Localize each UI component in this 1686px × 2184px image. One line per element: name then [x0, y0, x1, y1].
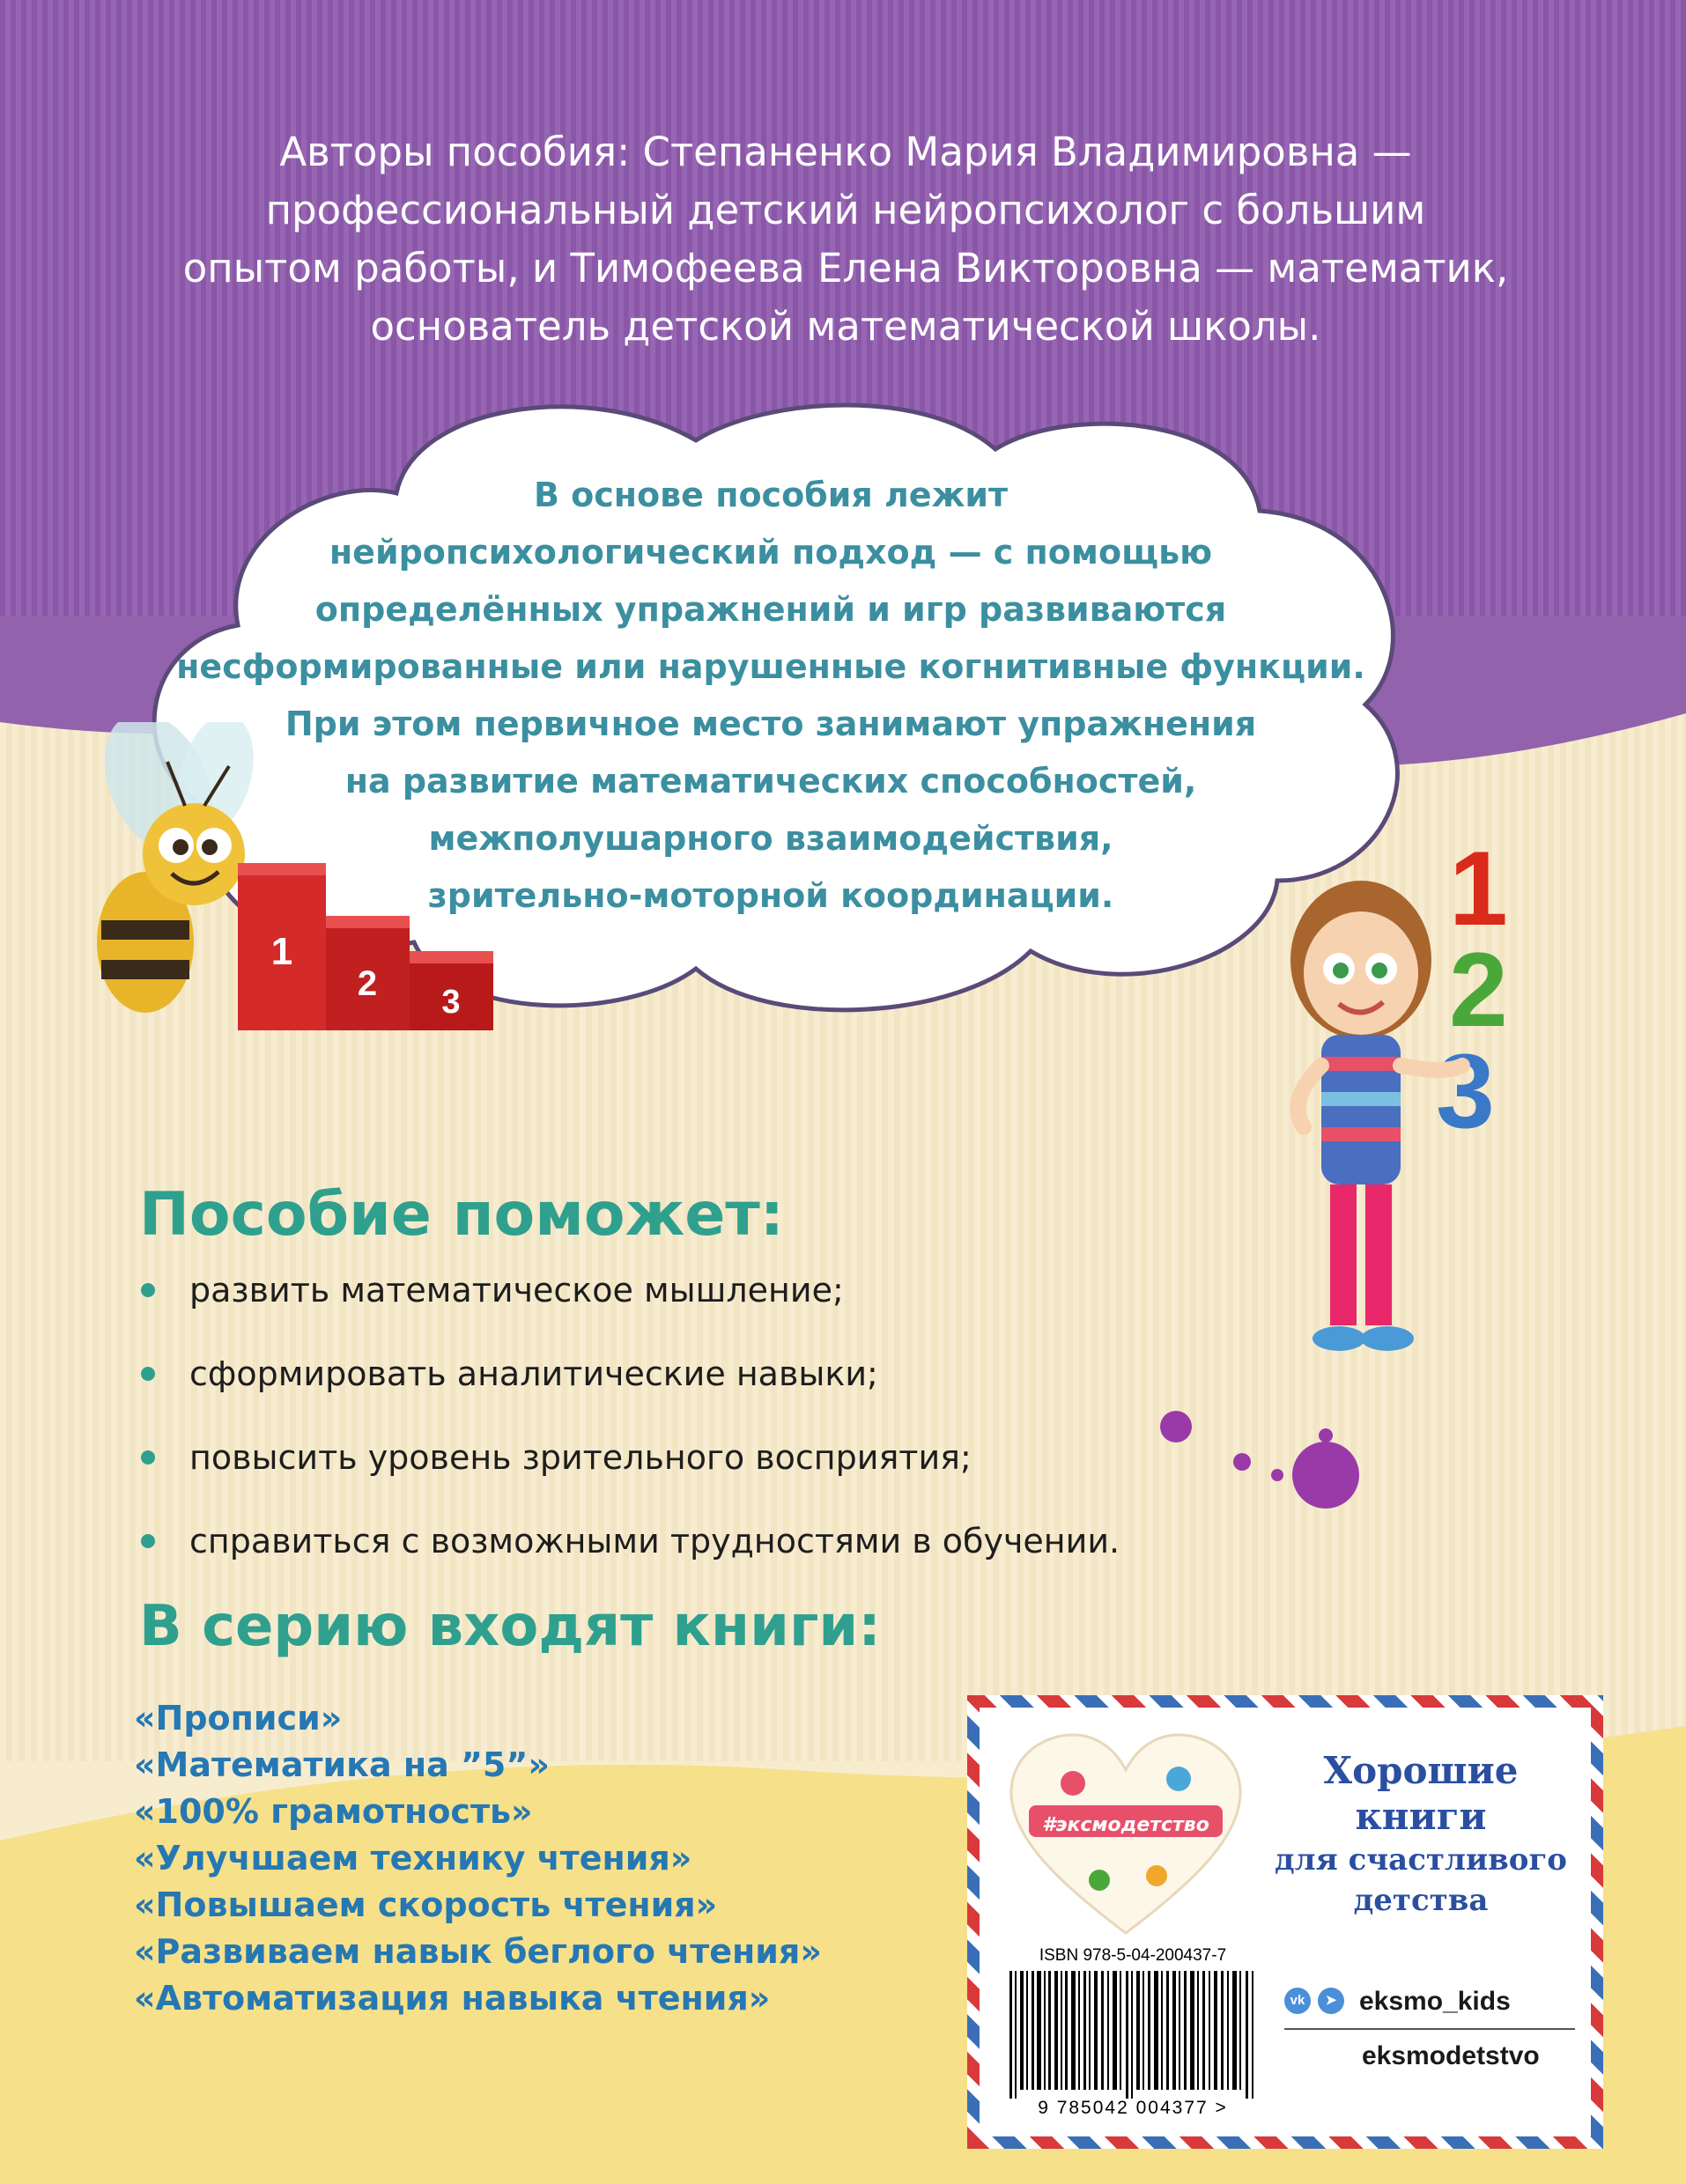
- series-heading: В серию входят книги:: [139, 1594, 881, 1659]
- list-item: [141, 1264, 1120, 1347]
- list-item: «Развиваем навык беглого чтения»: [134, 1932, 822, 1971]
- cloud-line: нейропсихологический подход — с помощью: [329, 533, 1213, 572]
- cloud-line: на развитие математических способностей,: [344, 762, 1197, 801]
- list-item: «Математика на ˮ5ˮ»: [134, 1745, 550, 1784]
- help-heading: Пособие поможет:: [139, 1180, 784, 1250]
- cloud-line: При этом первичное место занимают упражнения: [285, 705, 1257, 743]
- isbn-number: ISBN 978-5-04-200437-7: [1039, 1946, 1227, 1965]
- hashtag-label: #эксмодетство: [1042, 1814, 1209, 1836]
- authors-line: основатель детской математической школы.: [370, 303, 1321, 350]
- slogan-line: для счастливого: [1275, 1842, 1567, 1878]
- cloud-line: несформированные или нарушенные когнитивные функции.: [176, 647, 1365, 686]
- help-list: [141, 1264, 1120, 1598]
- podium-number-1: 1: [270, 930, 293, 973]
- authors-line: опытом работы, и Тимофеева Елена Викторовна — математик,: [182, 245, 1509, 291]
- series-books-list: [134, 1695, 822, 2022]
- bullet-icon: [141, 1283, 155, 1297]
- list-item: «100% грамотность»: [134, 1792, 533, 1831]
- slogan-line: Хорошие: [1323, 1749, 1519, 1792]
- authors-line: профессиональный детский нейропсихолог с большим: [265, 187, 1426, 233]
- publisher-card: [967, 1695, 1603, 2149]
- social-row-secondary[interactable]: [1284, 2030, 1575, 2083]
- cloud-line: В основе пособия лежит: [533, 476, 1009, 514]
- cloud-line: межполушарного взаимодействия,: [428, 819, 1113, 858]
- authors-line: Авторы пособия: Степаненко Мария Владимировна —: [279, 129, 1412, 175]
- list-item: «Прописи»: [134, 1699, 343, 1738]
- girl-number-2: 2: [1449, 931, 1508, 1049]
- podium-number-3: 3: [441, 984, 461, 1021]
- list-item: [141, 1431, 1120, 1515]
- barcode-icon: [1009, 1971, 1256, 2099]
- list-item: «Улучшаем технику чтения»: [134, 1839, 692, 1878]
- list-item-text: справиться с возможными трудностями в обучении.: [189, 1522, 1120, 1561]
- list-item: [141, 1515, 1120, 1598]
- podium-number-2: 2: [357, 964, 378, 1003]
- slogan-line: книги: [1355, 1795, 1487, 1838]
- authors-text: [106, 123, 1586, 356]
- decorative-dots: [1154, 1400, 1471, 1515]
- girl-illustration: [1268, 845, 1577, 1391]
- list-item-text: повысить уровень зрительного восприятия;: [189, 1438, 972, 1477]
- list-item-text: развить математическое мышление;: [189, 1271, 844, 1310]
- list-item: [141, 1347, 1120, 1431]
- heart-icon: [1002, 1730, 1249, 1942]
- ean-number: 9 785042 004377 >: [1038, 2098, 1228, 2118]
- bullet-icon: [141, 1367, 155, 1381]
- telegram-icon[interactable]: ➤: [1318, 1988, 1344, 2014]
- cloud-line: определённых упражнений и игр развиваются: [314, 590, 1227, 629]
- isbn-barcode-block: [1001, 1946, 1265, 2122]
- social-links: [1284, 1975, 1575, 2083]
- bullet-icon: [141, 1450, 155, 1465]
- vk-icon[interactable]: vk: [1284, 1988, 1311, 2014]
- list-item: «Повышаем скорость чтения»: [134, 1885, 718, 1924]
- list-item: «Автоматизация навыка чтения»: [134, 1979, 771, 2018]
- social-row-primary[interactable]: [1284, 1975, 1575, 2030]
- social-handle-primary[interactable]: eksmo_kids: [1359, 1987, 1511, 2016]
- girl-number-1: 1: [1449, 845, 1508, 948]
- girl-number-3: 3: [1436, 1032, 1495, 1150]
- social-handle-secondary[interactable]: eksmodetstvo: [1362, 2041, 1540, 2070]
- list-item-text: сформировать аналитические навыки;: [189, 1354, 878, 1393]
- bee-illustration: [53, 722, 511, 1057]
- bullet-icon: [141, 1534, 155, 1548]
- slogan-line: детства: [1353, 1883, 1489, 1918]
- slogan: [1258, 1748, 1584, 1921]
- cloud-line: зрительно-моторной координации.: [427, 876, 1114, 915]
